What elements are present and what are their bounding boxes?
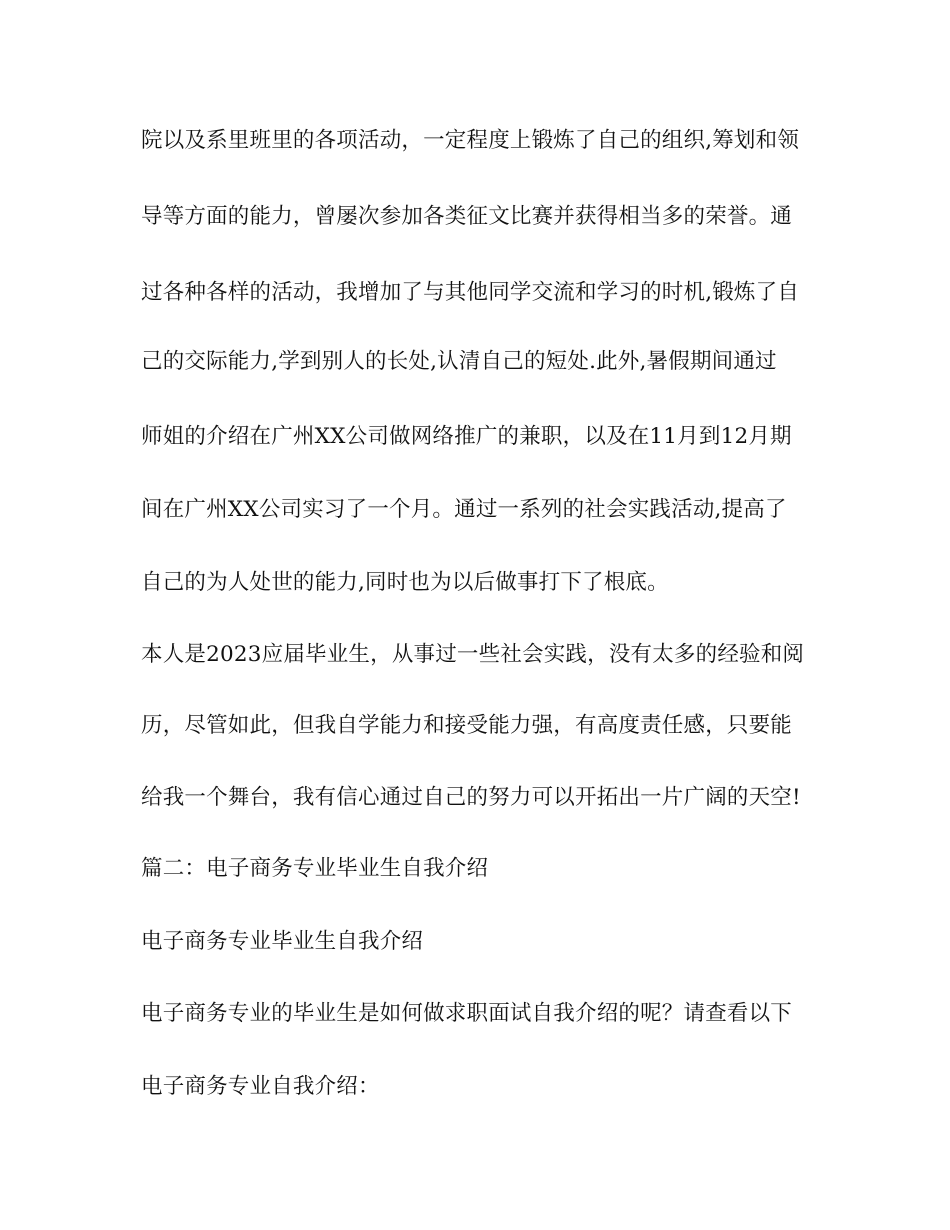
paragraph-line: 给我一个舞台，我有信心通过自己的努力可以开拓出一片广阔的天空! (141, 785, 801, 810)
paragraph-line: 本人是2023应届毕业生，从事过一些社会实践，没有太多的经验和阅 (141, 642, 805, 667)
paragraph-line: 历，尽管如此，但我自学能力和接受能力强，有高度责任感，只要能 (141, 713, 793, 738)
paragraph-line: 间在广州XX公司实习了一个月。通过一系列的社会实践活动,提高了 (141, 497, 787, 522)
paragraph-line: 己的交际能力,学到别人的长处,认清自己的短处.此外,暑假期间通过 (141, 349, 777, 374)
paragraph-line: 师姐的介绍在广州XX公司做网络推广的兼职，以及在11月到12月期 (141, 424, 792, 449)
section-heading: 篇二：电子商务专业毕业生自我介绍 (141, 856, 489, 881)
paragraph-line: 院以及系里班里的各项活动，一定程度上锻炼了自己的组织,筹划和领 (141, 128, 800, 153)
paragraph-line: 自己的为人处世的能力,同时也为以后做事打下了根底。 (141, 570, 669, 595)
article-title: 电子商务专业毕业生自我介绍 (141, 929, 424, 954)
paragraph-line: 导等方面的能力，曾屡次参加各类征文比赛并获得相当多的荣誉。通 (141, 204, 793, 229)
paragraph-line: 电子商务专业的毕业生是如何做求职面试自我介绍的呢？请查看以下 (141, 1001, 793, 1026)
paragraph-line: 过各种各样的活动，我增加了与其他同学交流和学习的时机,锻炼了自 (141, 280, 800, 305)
paragraph-line: 电子商务专业自我介绍： (141, 1074, 380, 1099)
